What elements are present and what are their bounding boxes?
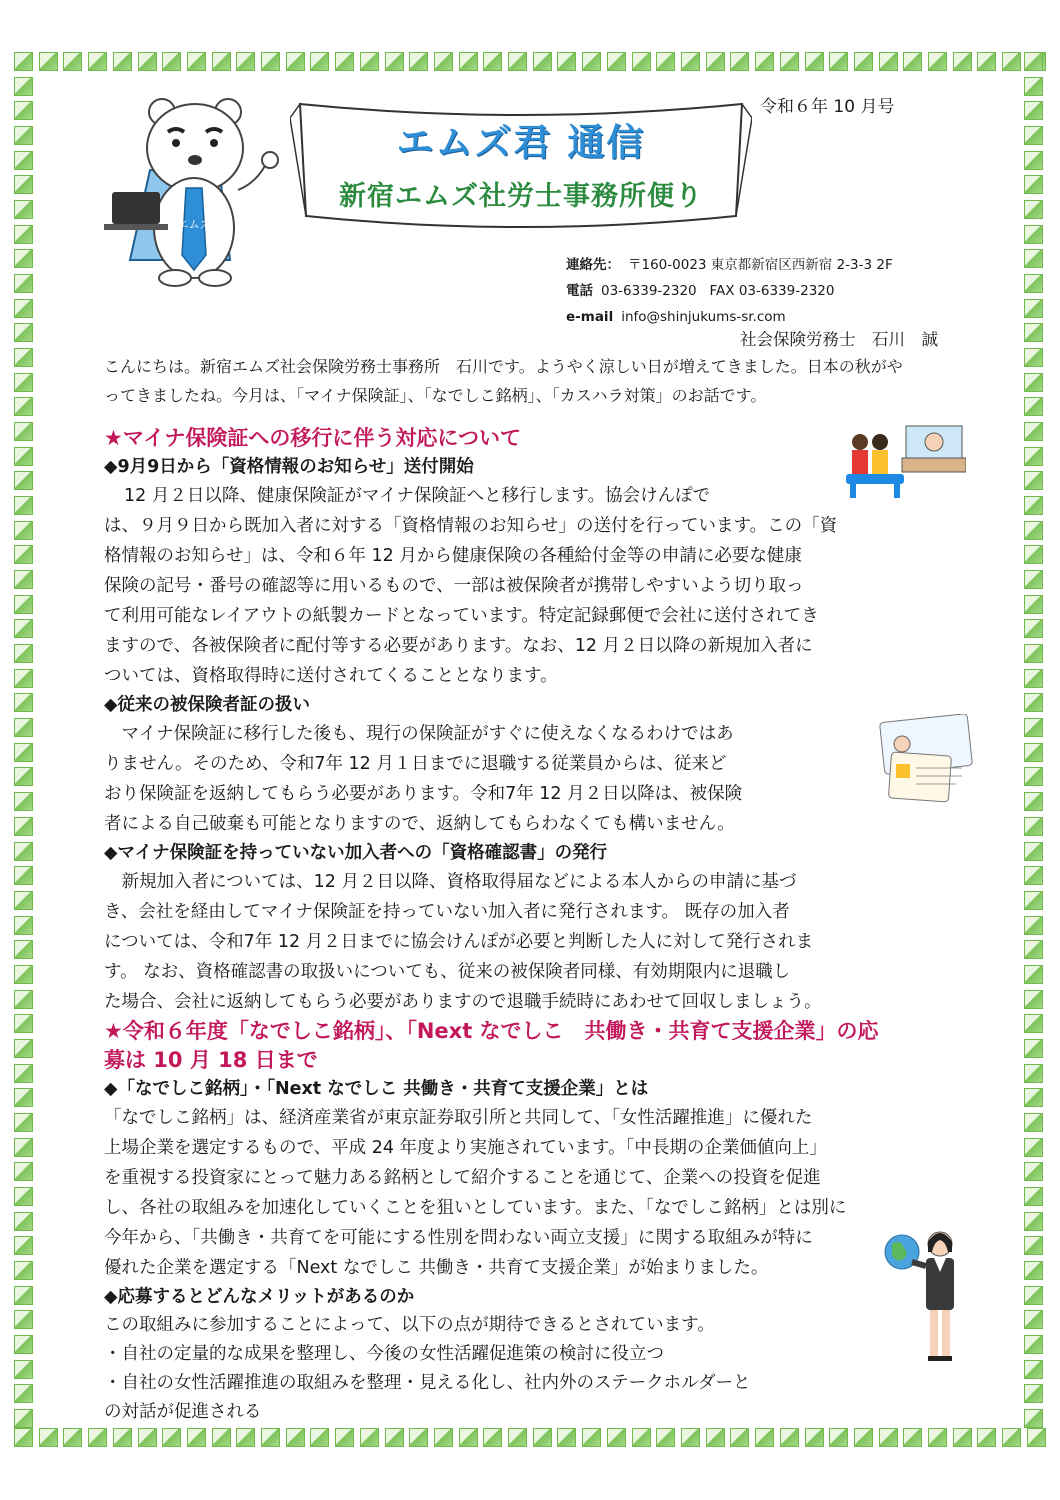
border-tile [14,817,33,836]
border-tile [187,52,206,71]
border-tile [14,619,33,638]
border-tile [14,1187,33,1206]
border-tile [14,595,33,614]
phone-label: 電話 [566,283,593,299]
fax-label: FAX [709,283,735,299]
border-tile [1024,619,1043,638]
section2-sub2-heading: ◆応募するとどんなメリットがあるのか [104,1287,415,1307]
border-tile [138,52,157,71]
address-label: 連絡先： [566,257,620,273]
border-tile [1024,817,1043,836]
paragraph-line: す。 なお、資格確認書の取扱いについても、従来の被保険者同様、有効期限内に退職し [104,962,791,982]
border-tile [1024,1064,1043,1083]
border-tile [1024,916,1043,935]
border-tile [14,274,33,293]
border-tile [1024,1236,1043,1255]
border-tile [656,52,675,71]
paragraph-line: 新規加入者については、12 月２日以降、資格取得届などによる本人からの申請に基づ [121,872,797,892]
border-tile [14,299,33,318]
border-tile [1024,77,1043,96]
email-value: info@shinjukums-sr.com [621,309,786,325]
address-value: 〒160-0023 東京都新宿区西新宿 2-3-3 2F [628,257,893,273]
border-tile [14,447,33,466]
border-tile [14,151,33,170]
border-tile [1024,1335,1043,1354]
border-tile [1024,225,1043,244]
border-tile [1024,891,1043,910]
border-tile [1024,940,1043,959]
border-tile [14,767,33,786]
border-tile [14,348,33,367]
border-tile [1024,151,1043,170]
border-tile [14,545,33,564]
border-tile [14,1384,33,1403]
border-tile [1024,1286,1043,1305]
border-tile [14,52,33,71]
border-tile [39,1428,58,1447]
border-tile [582,1428,601,1447]
border-tile [310,1428,329,1447]
intro-line: こんにちは。新宿エムズ社会保険労務士事務所 石川です。ようやく涼しい日が増えてきました。日本の秋がや [104,357,903,376]
border-tile [14,940,33,959]
border-tile [385,52,404,71]
paragraph-line: 「なでしこ銘柄」は、経済産業省が東京証券取引所と共同して、「女性活躍推進」に優れた [104,1108,813,1128]
border-right [1024,52,1046,1428]
border-tile [1024,595,1043,614]
border-tile [162,52,181,71]
border-tile [14,1138,33,1157]
border-tile [14,792,33,811]
section2-title [104,1017,934,1075]
border-tile [162,1428,181,1447]
border-tile [805,52,824,71]
border-tile [1024,1039,1043,1058]
border-tile [928,52,947,71]
border-tile [681,1428,700,1447]
email-label: e-mail [566,309,614,325]
border-tile [607,1428,626,1447]
border-tile [14,1428,33,1447]
paragraph-line: ますので、各被保険者に配付等する必要があります。なお、12 月２日以降の新規加入者に [104,636,813,656]
section1-title: ★マイナ保険証への移行に伴う対応について [104,426,521,450]
border-tile [212,1428,231,1447]
paragraph-line: マイナ保険証に移行した後も、現行の保険証がすぐに使えなくなるわけではあ [121,724,734,744]
paragraph-line: き、会社を経由してマイナ保険証を持っていない加入者に発行されます。 既存の加入者 [104,902,790,922]
signer-name: 社会保険労務士 石川 誠 [740,330,938,349]
border-tile [1024,1088,1043,1107]
border-tile [409,52,428,71]
border-tile [879,1428,898,1447]
border-tile [1024,101,1043,120]
border-tile [14,1039,33,1058]
border-bottom [14,1428,1046,1450]
border-tile [113,52,132,71]
border-tile [360,52,379,71]
border-tile [14,866,33,885]
intro-paragraph [104,352,934,410]
border-tile [1024,718,1043,737]
paragraph-line: 12 月２日以降、健康保険証がマイナ保険証へと移行します。協会けんぽで [124,486,711,506]
border-tile [1024,422,1043,441]
phone-value: 03-6339-2320 [601,283,697,299]
border-tile [187,1428,206,1447]
border-tile [928,1428,947,1447]
border-tile [459,1428,478,1447]
border-tile [1024,842,1043,861]
border-tile [607,52,626,71]
border-tile [1024,990,1043,1009]
contact-block [566,252,893,330]
border-tile [1024,693,1043,712]
border-tile [14,644,33,663]
border-tile [14,200,33,219]
border-tile [805,1428,824,1447]
border-tile [14,1310,33,1329]
border-tile [632,52,651,71]
section1-sub2-paragraph [104,719,934,839]
border-tile [14,990,33,1009]
section2-title-line: ★令和６年度「なでしこ銘柄」、「Next なでしこ 共働き・共育て支援企業」の応 [104,1019,879,1043]
border-tile [903,52,922,71]
border-tile [829,52,848,71]
border-tile [409,1428,428,1447]
border-tile [14,225,33,244]
border-tile [261,52,280,71]
list-item: の対話が促進される [104,1402,262,1422]
border-tile [533,52,552,71]
border-tile [879,52,898,71]
border-tile [1002,52,1021,71]
section2-sub1-heading: ◆「なでしこ銘柄」・「Next なでしこ 共働き・共育て支援企業」とは [104,1079,649,1099]
border-tile [1024,866,1043,885]
border-tile [1024,1113,1043,1132]
paragraph-line: おり保険証を返納してもらう必要があります。令和7年 12 月２日以降は、被保険 [104,784,743,804]
section2-sub1-paragraph [104,1103,934,1283]
border-tile [1024,1310,1043,1329]
border-tile [1024,545,1043,564]
border-tile [557,1428,576,1447]
border-tile [459,52,478,71]
border-tile [385,1428,404,1447]
border-tile [755,1428,774,1447]
border-tile [953,52,972,71]
border-tile [14,669,33,688]
border-tile [1024,767,1043,786]
paragraph-line: は、９月９日から既加入者に対する「資格情報のお知らせ」の送付を行っています。この「資 [104,516,838,536]
border-tile [14,965,33,984]
border-tile [88,52,107,71]
section1-sub1-heading: ◆9月9日から「資格情報のお知らせ」送付開始 [104,457,474,477]
border-tile [39,52,58,71]
border-tile [1024,1360,1043,1379]
fax-value: 03-6339-2320 [738,283,835,299]
border-tile [1024,249,1043,268]
border-tile [953,1428,972,1447]
paragraph-line: については、令和7年 12 月２日までに協会けんぽが必要と判断した人に対して発行されま [104,932,814,952]
border-tile [261,1428,280,1447]
border-tile [1024,126,1043,145]
border-tile [483,1428,502,1447]
border-tile [780,1428,799,1447]
border-tile [557,52,576,71]
border-tile [14,916,33,935]
border-tile [14,373,33,392]
border-tile [286,1428,305,1447]
border-left [14,52,36,1428]
paragraph-line: りません。そのため、令和7年 12 月１日までに退職する従業員からは、従来ど [104,754,727,774]
border-tile [335,1428,354,1447]
border-tile [1024,397,1043,416]
border-tile [14,891,33,910]
paragraph-line: て利用可能なレイアウトの紙製カードとなっています。特定記録郵便で会社に送付されてき [104,606,819,626]
border-tile [656,1428,675,1447]
border-tile [14,1014,33,1033]
border-tile [14,1261,33,1280]
border-tile [1024,471,1043,490]
paragraph-line: し、各社の取組みを加速化していくことを狙いとしています。また、「なでしこ銘柄」とは別に [104,1198,847,1218]
border-tile [1024,1212,1043,1231]
border-tile [88,1428,107,1447]
border-tile [977,1428,996,1447]
border-tile [1027,1428,1046,1447]
border-tile [14,471,33,490]
border-tile [854,1428,873,1447]
border-tile [14,77,33,96]
border-tile [1024,200,1043,219]
list-item: ・自社の定量的な成果を整理し、今後の女性活躍促進策の検討に役立つ [104,1344,664,1364]
border-tile [14,1409,33,1428]
border-tile [212,52,231,71]
paragraph-line: 今年から、「共働き・共育てを可能にする性別を問わない両立支援」に関する取組みが特に [104,1228,813,1248]
border-tile [508,1428,527,1447]
border-tile [14,1212,33,1231]
section1-sub3-paragraph [104,867,934,1017]
issue-date: 令和６年 10 月号 [760,97,895,117]
border-tile [236,52,255,71]
border-tile [63,1428,82,1447]
border-tile [14,1236,33,1255]
section2-sub2-list [104,1311,934,1427]
border-tile [14,1335,33,1354]
paragraph-line: 保険の記号・番号の確認等に用いるもので、一部は被保険者が携帯しやすいよう切り取っ [104,576,804,596]
border-tile [14,1088,33,1107]
section1-sub2-heading: ◆従来の被保険者証の扱い [104,695,310,715]
border-tile [113,1428,132,1447]
border-tile [14,743,33,762]
border-tile [14,323,33,342]
paragraph-line: た場合、会社に返納してもらう必要がありますので退職手続時にあわせて回収しましょう。 [104,992,822,1012]
paragraph-line: ついては、資格取得時に送付されてくることとなります。 [104,666,558,686]
title-banner [290,98,752,238]
border-tile [14,570,33,589]
intro-line: ってきましたね。今月は、「マイナ保険証」、「なでしこ銘柄」、「カスハラ対策」のお話です。 [104,386,767,405]
border-tile [1024,299,1043,318]
border-tile [483,52,502,71]
border-tile [14,397,33,416]
border-tile [1024,965,1043,984]
border-tile [780,52,799,71]
border-tile [1024,1261,1043,1280]
border-tile [1024,743,1043,762]
border-tile [829,1428,848,1447]
border-tile [755,52,774,71]
border-tile [1024,1162,1043,1181]
border-tile [1024,1384,1043,1403]
border-tile [434,52,453,71]
border-tile [286,52,305,71]
border-tile [14,1360,33,1379]
border-tile [14,496,33,515]
border-tile [14,521,33,540]
border-tile [335,52,354,71]
section1-sub3-heading: ◆マイナ保険証を持っていない加入者への「資格確認書」の発行 [104,843,608,863]
border-tile [1024,669,1043,688]
border-tile [706,52,725,71]
border-tile [14,126,33,145]
border-tile [854,52,873,71]
border-tile [14,1286,33,1305]
border-tile [1024,323,1043,342]
border-tile [1024,792,1043,811]
border-tile [434,1428,453,1447]
border-tile [360,1428,379,1447]
paragraph-line: 優れた企業を選定する「Next なでしこ 共働き・共育て支援企業」が始まりました。 [104,1258,769,1278]
border-tile [977,52,996,71]
border-tile [14,1113,33,1132]
border-tile [1024,496,1043,515]
paragraph-line: 格情報のお知らせ」は、令和６年 12 月から健康保険の各種給付金等の申請に必要な健康 [104,546,802,566]
border-tile [14,249,33,268]
border-tile [236,1428,255,1447]
section1-sub1-paragraph [104,481,934,691]
border-tile [138,1428,157,1447]
border-tile [14,718,33,737]
border-tile [1024,644,1043,663]
border-tile [14,1162,33,1181]
border-tile [706,1428,725,1447]
article-body [104,352,934,1427]
contact-address-line [566,252,893,278]
paragraph-line: 上場企業を選定するもので、平成 24 年度より実施されています。「中長期の企業価値向上」 [104,1138,827,1158]
contact-phone-line [566,278,893,304]
mascot-bear-illustration [90,80,320,290]
border-tile [1024,175,1043,194]
border-tile [582,52,601,71]
border-tile [1024,274,1043,293]
border-tile [1024,52,1043,71]
mascot-tie-text: エムズ [177,218,211,231]
list-item: ・自社の女性活躍推進の取組みを整理・見える化し、社内外のステークホルダーと [104,1373,751,1393]
border-tile [14,422,33,441]
border-tile [310,52,329,71]
border-tile [1024,1014,1043,1033]
border-tile [1024,1409,1043,1428]
list-item: この取組みに参加することによって、以下の点が期待できるとされています。 [104,1315,715,1335]
border-tile [14,693,33,712]
border-tile [1024,348,1043,367]
border-tile [903,1428,922,1447]
border-tile [533,1428,552,1447]
paragraph-line: 者による自己破棄も可能となりますので、返納してもらわなくても構いません。 [104,814,735,834]
border-tile [63,52,82,71]
newsletter-subtitle: 新宿エムズ社労士事務所便り [339,181,703,212]
section2-title-line: 募は 10 月 18 日まで [104,1048,318,1072]
border-tile [1024,521,1043,540]
border-tile [1024,1138,1043,1157]
border-tile [14,842,33,861]
border-tile [1024,1187,1043,1206]
border-tile [1024,570,1043,589]
border-tile [508,52,527,71]
border-tile [14,1064,33,1083]
border-tile [730,1428,749,1447]
border-tile [14,175,33,194]
border-tile [14,101,33,120]
border-tile [1024,373,1043,392]
border-tile [632,1428,651,1447]
newsletter-title: エムズ君 通信 [396,121,646,164]
paragraph-line: を重視する投資家にとって魅力ある銘柄として紹介することを通じて、企業への投資を促進 [104,1168,821,1188]
border-tile [681,52,700,71]
border-top [14,52,1046,74]
border-tile [1002,1428,1021,1447]
border-tile [730,52,749,71]
border-tile [1024,447,1043,466]
